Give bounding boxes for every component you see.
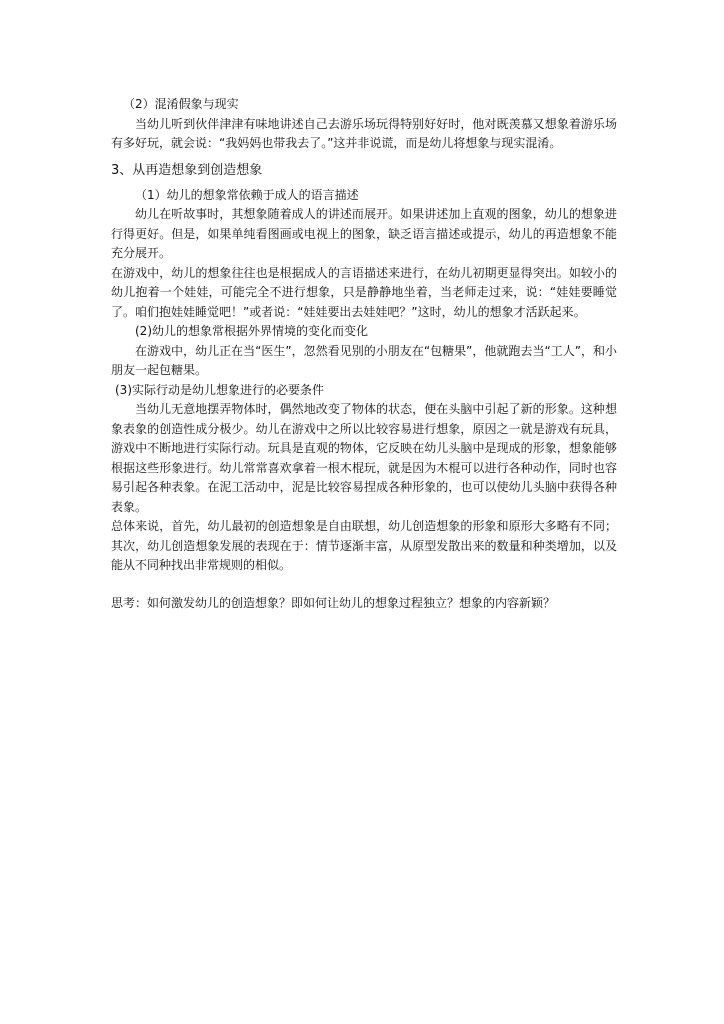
section-3-item-2-title: (2)幼儿的想象常根据外界情境的变化而变化: [135, 324, 368, 338]
section-3-item-3-body: 当幼儿无意地摆弄物体时，偶然地改变了物体的状态，便在头脑中引起了新的形象。这种想象表象的创造性成分极少。幼儿在游戏中之所以比较容易进行想象，原因之一就是游戏有玩具，游戏中不断地进行实际行动。玩具是直观的物体，它反映在幼儿头脑中是现成的形象，想象能够根据这些形象进行。幼儿常常喜欢拿着一根木棍玩，就是因为木棍可以进行各种动作，同时也容易引起各种表象。在泥工活动中，泥是比较容易捏成各种形象的，也可以使幼儿头脑中获得各种表象。: [111, 402, 617, 514]
section-3-item-1-title: （1）幼儿的想象常依赖于成人的语言描述: [135, 187, 359, 202]
section-3-item-3-title: (3)实际行动是幼儿想象进行的必要条件: [115, 382, 324, 397]
subsection-2-body: 当幼儿听到伙伴津津有味地讲述自己去游乐场玩得特别好好时，他对既羡慕又想象着游乐场有多好玩，就会说：“我妈妈也带我去了。”这并非说谎，而是幼儿将想象与现实混淆。: [111, 116, 617, 150]
section-3-item-1-paragraph-1: 幼儿在听故事时，其想象随着成人的讲述而展开。如果讲述加上直观的图象，幼儿的想象进行得更好。但是，如果单纯看图画或电视上的图象，缺乏语言描述或提示，幼儿的再造想象不能充分展开。: [111, 207, 617, 260]
reflection-question: 思考：如何激发幼儿的创造想象？即如何让幼儿的想象过程独立？想象的内容新颖？: [111, 595, 556, 610]
summary-paragraph: 总体来说，首先，幼儿最初的创造想象是自由联想，幼儿创造想象的形象和原形大多略有不同；其次，幼儿创造想象发展的表现在于：情节逐渐丰富，从原型发散出来的数量和种类增加，以及能从不同种找出非常规则的相似。: [111, 519, 617, 572]
section-3-heading: 3、从再造想象到创造想象: [111, 162, 263, 178]
subsection-2-title: （2）混淆假象与现实: [123, 97, 239, 111]
document-page: [111, 95, 617, 613]
section-3-item-1-paragraph-2: 在游戏中，幼儿的想象往往也是根据成人的言语描述来进行，在幼儿初期更显得突出。如较小的幼儿抱着一个娃娃，可能完全不进行想象，只是静静地坐着，当老师走过来，说：“娃娃要睡觉了。咱们抱娃娃睡觉吧！”或者说：“娃娃要出去娃娃吧？”这时，幼儿的想象才活跃起来。: [111, 265, 617, 319]
section-3-item-2-body: 在游戏中，幼儿正在当“医生”，忽然看见别的小朋友在“包糖果”，他就跑去当“工人”，和小朋友一起包糖果。: [111, 343, 617, 377]
